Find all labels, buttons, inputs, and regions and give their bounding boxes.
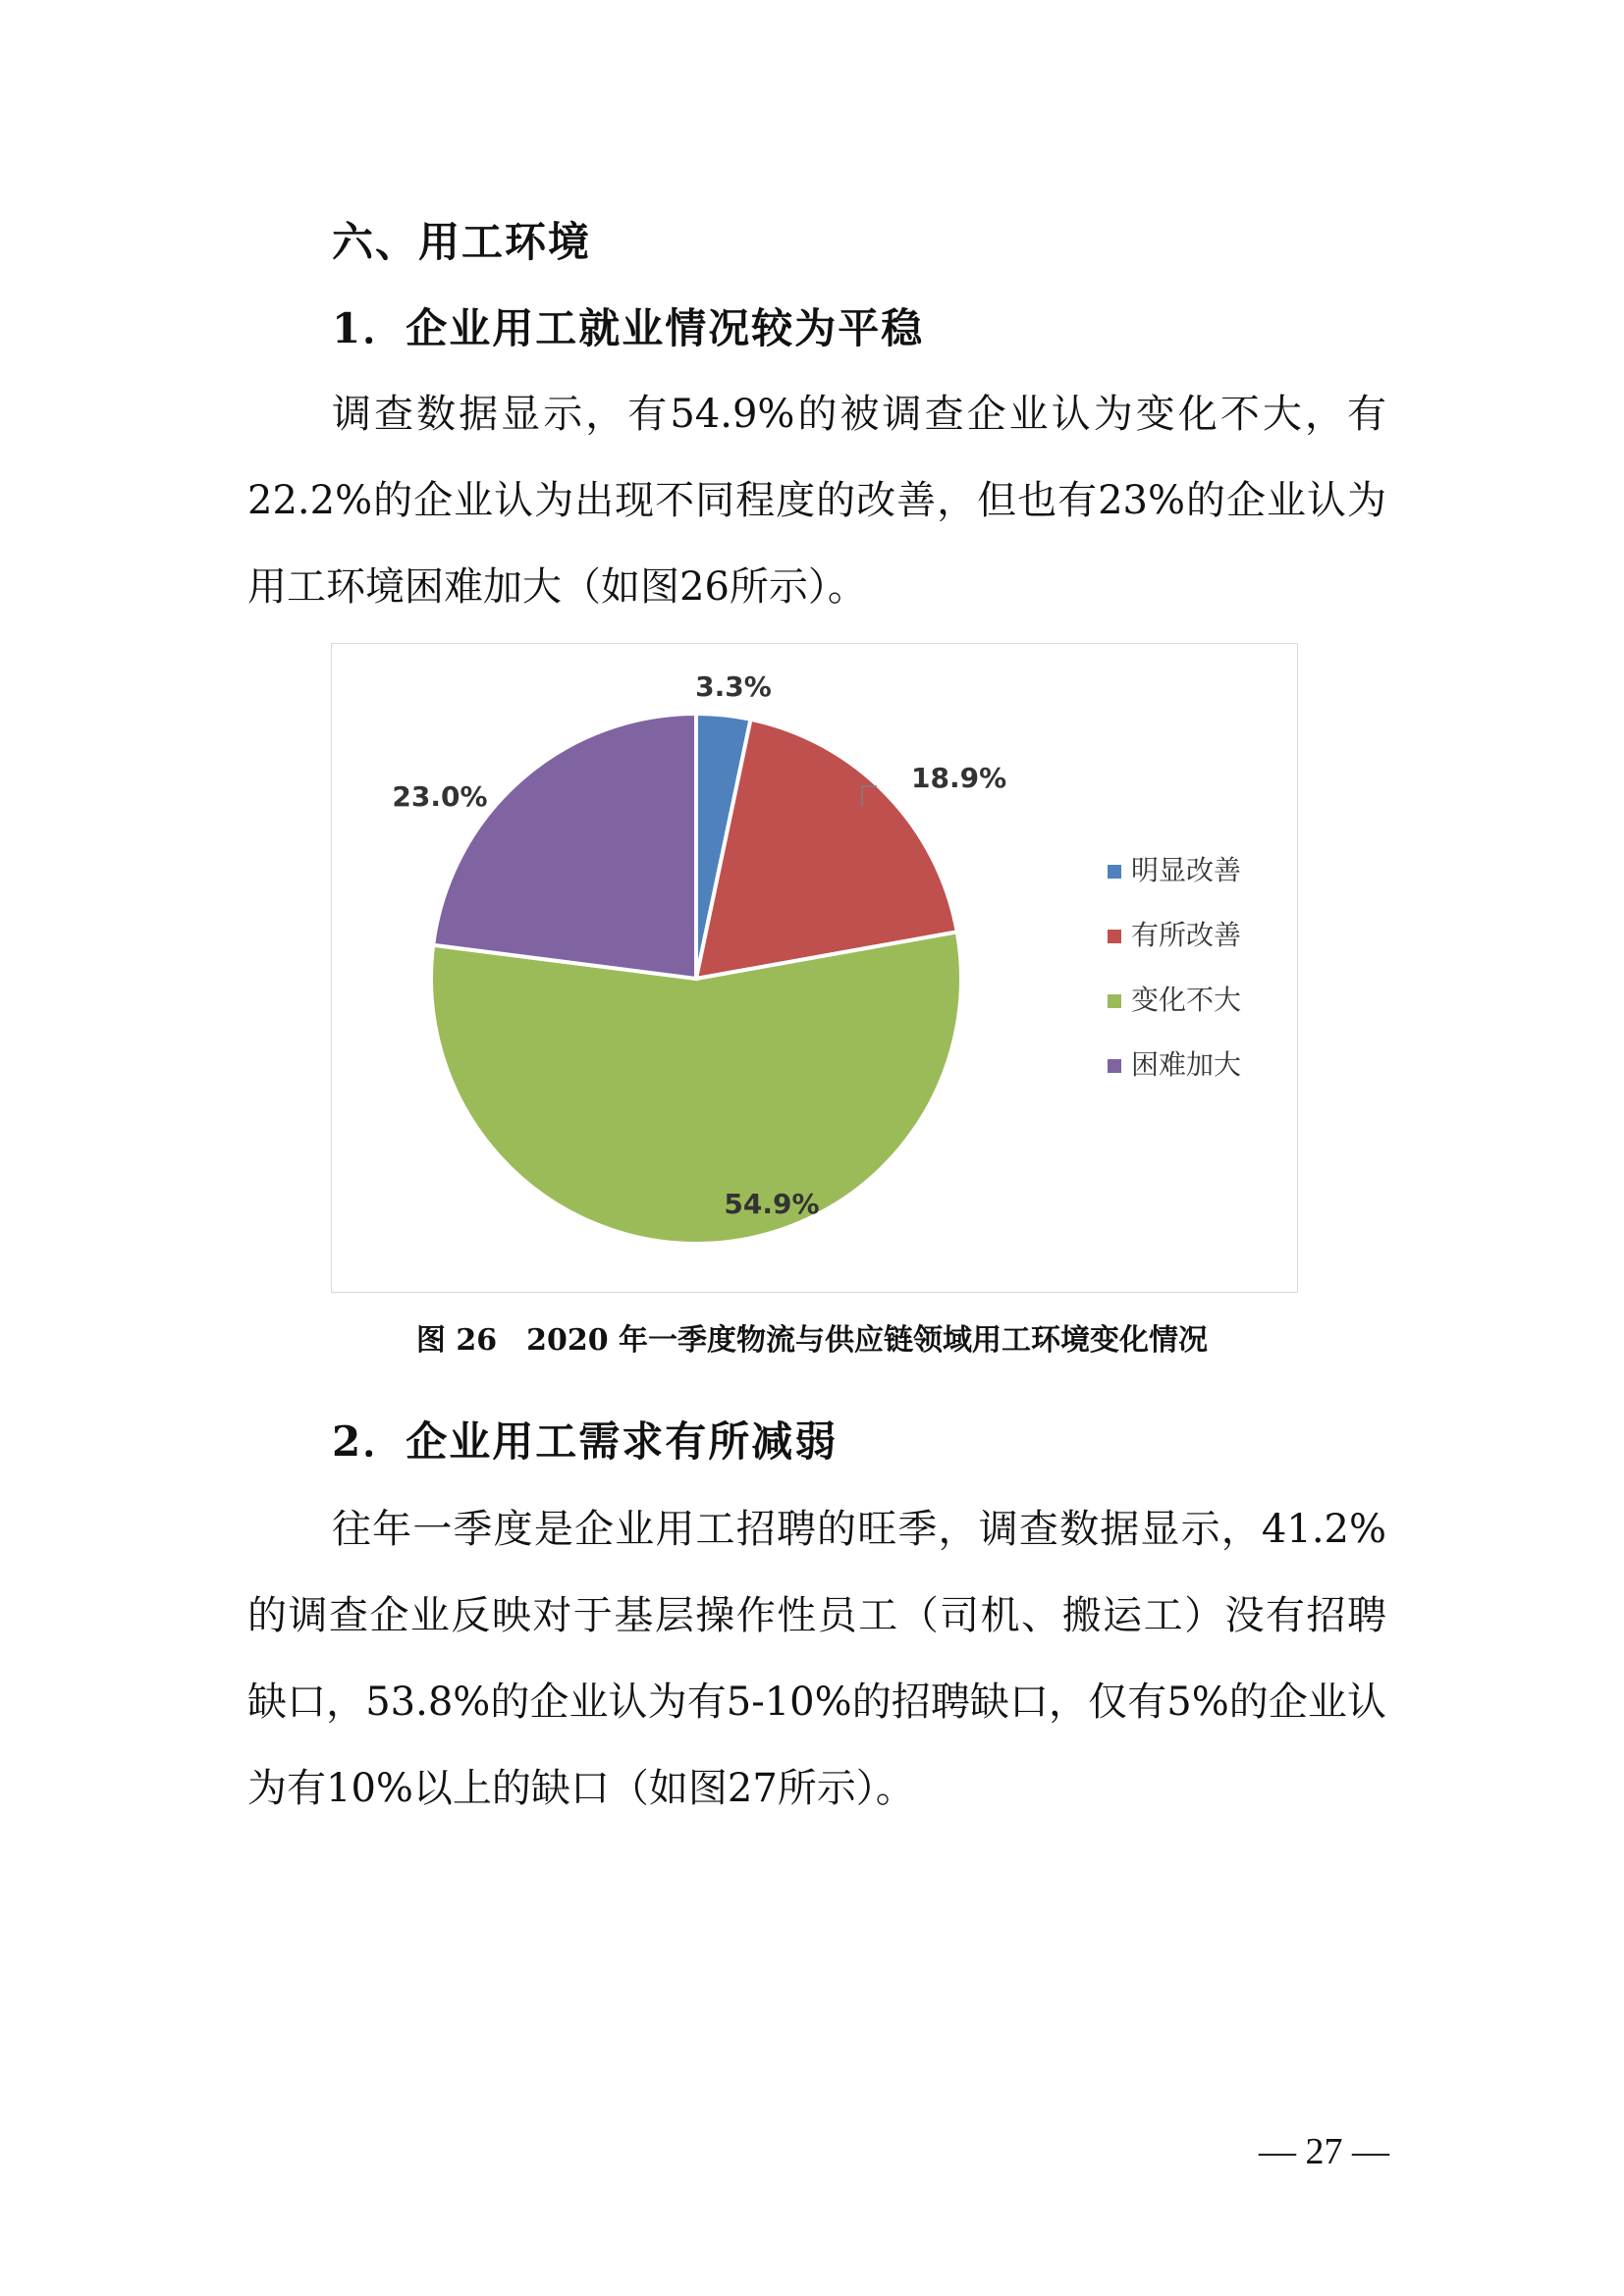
data-label-more-difficult: 23.0% bbox=[392, 780, 488, 813]
legend-swatch bbox=[1108, 994, 1121, 1008]
paragraph-line: 用工环境困难加大（如图26所示）。 bbox=[247, 564, 867, 610]
pie-slice-more-difficult bbox=[433, 714, 696, 979]
paragraph-line: 缺口，53.8%的企业认为有5-10%的招聘缺口，仅有5%的企业认 bbox=[247, 1680, 1386, 1725]
subsection-title-2: 2．企业用工需求有所减弱 bbox=[332, 1417, 839, 1466]
page-number: — 27 — bbox=[1259, 2131, 1389, 2172]
paragraph-line: 调查数据显示，有54.9%的被调查企业认为变化不大，有 bbox=[332, 392, 1386, 437]
legend-item-more-difficult bbox=[1108, 1048, 1241, 1081]
paragraph-line: 22.2%的企业认为出现不同程度的改善，但也有23%的企业认为 bbox=[247, 478, 1386, 523]
paragraph-1 bbox=[247, 371, 1386, 630]
data-label-little-change: 54.9% bbox=[724, 1188, 820, 1220]
legend-item-significant-improvement bbox=[1108, 854, 1241, 886]
data-label-some-improvement: 18.9% bbox=[911, 762, 1007, 794]
data-label-significant-improvement: 3.3% bbox=[695, 670, 772, 703]
legend-label: 困难加大 bbox=[1131, 1048, 1242, 1081]
legend-swatch bbox=[1108, 1059, 1121, 1073]
legend-item-little-change bbox=[1108, 984, 1241, 1016]
legend-swatch bbox=[1108, 930, 1121, 943]
paragraph-2 bbox=[247, 1486, 1386, 1832]
figure-caption: 图 26 2020 年一季度物流与供应链领域用工环境变化情况 bbox=[415, 1323, 1209, 1358]
paragraph-line: 为有10%以上的缺口（如图27所示）。 bbox=[247, 1766, 915, 1811]
paragraph-line: 的调查企业反映对于基层操作性员工（司机、搬运工）没有招聘 bbox=[247, 1593, 1386, 1638]
legend-label: 变化不大 bbox=[1131, 984, 1242, 1016]
subsection-title-1: 1．企业用工就业情况较为平稳 bbox=[332, 304, 925, 352]
pie-chart bbox=[331, 643, 1298, 1293]
legend-item-some-improvement bbox=[1108, 919, 1241, 951]
legend-label: 明显改善 bbox=[1131, 854, 1242, 886]
section-title: 六、用工环境 bbox=[332, 218, 592, 266]
legend-swatch bbox=[1108, 865, 1121, 879]
paragraph-line: 往年一季度是企业用工招聘的旺季，调查数据显示，41.2% bbox=[332, 1507, 1386, 1552]
pie-chart-svg bbox=[332, 644, 1299, 1294]
legend-label: 有所改善 bbox=[1131, 919, 1242, 951]
